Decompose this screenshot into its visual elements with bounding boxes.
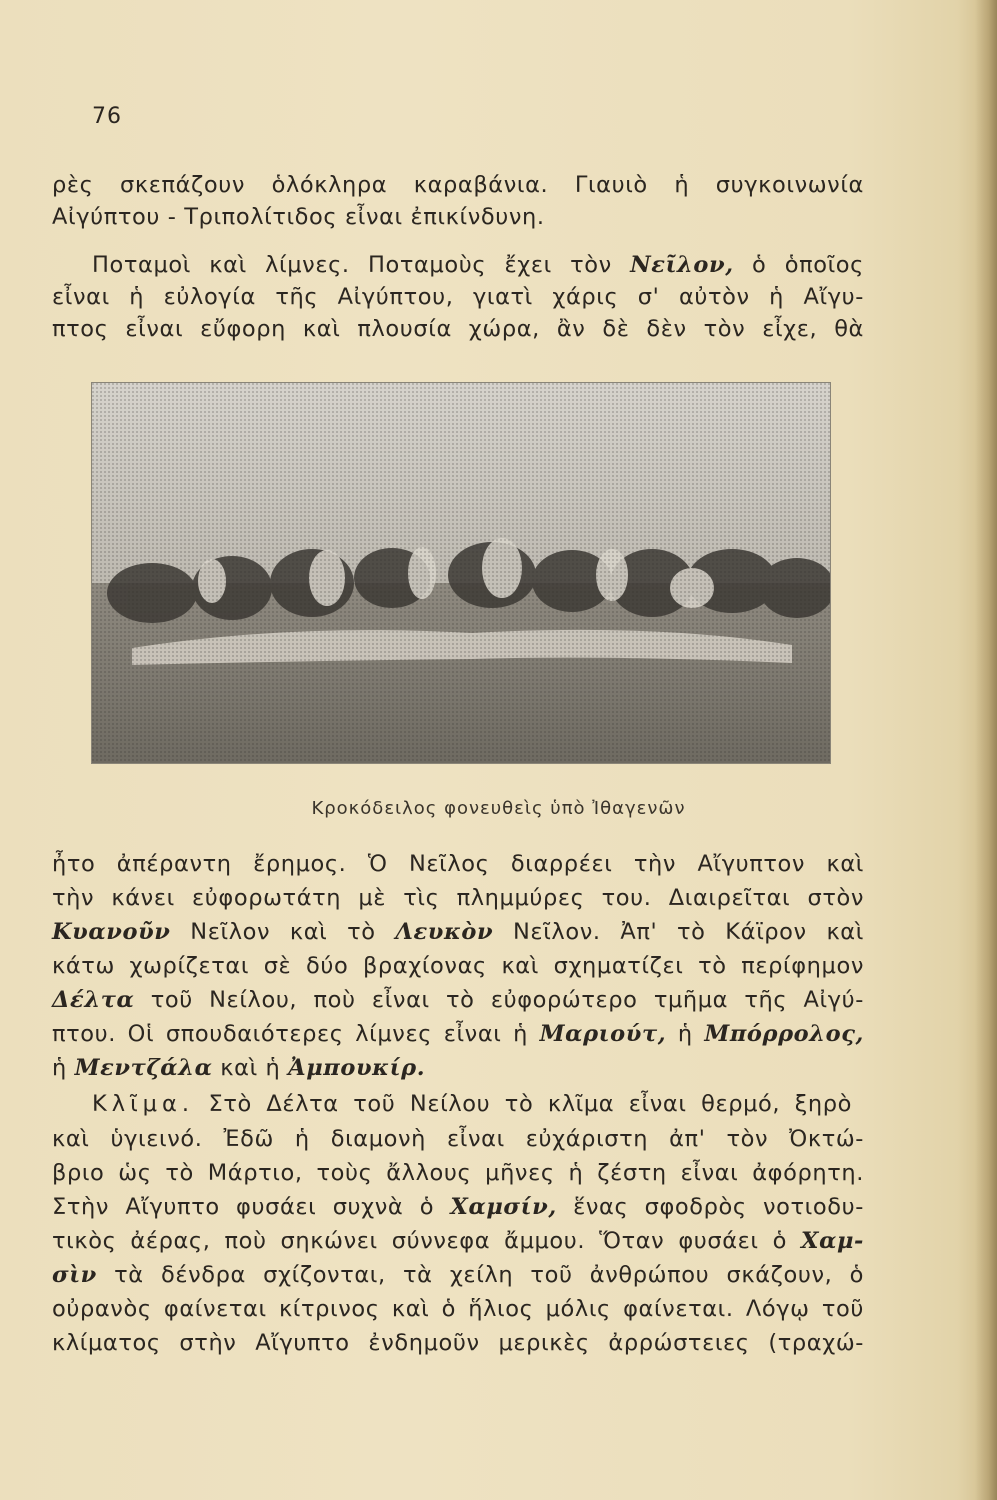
text-line: Κλῖμα. Στὸ Δέλτα τοῦ Νείλου τὸ κλῖμα εἶναι θερμό, ξηρὸ <box>92 1091 852 1117</box>
text-line: πτου. Οἱ σπουδαιότερες λίμνες εἶναι ἡ Μαριούτ, ἡ Μπόρρολος, <box>52 1021 864 1047</box>
text-line: ἡ Μεντζάλα καὶ ἡ Ἀμπουκίρ. <box>52 1055 426 1081</box>
emphasis: Δέλτα <box>52 987 135 1013</box>
emphasis: Χαμσίν, <box>450 1194 557 1220</box>
text-line: κλίματος στὴν Αἴγυπτο ἐνδημοῦν μερικὲς ἀρρώστειες (τραχώ- <box>52 1330 864 1356</box>
emphasis: Μαριούτ, <box>539 1021 667 1047</box>
text-line: Κυανοῦν Νεῖλον καὶ τὸ Λευκὸν Νεῖλον. Ἀπ' τὸ Κάϊρον καὶ <box>52 919 864 945</box>
text-line: καὶ ὑγιεινό. Ἐδῶ ἡ διαμονὴ εἶναι εὐχάριστη ἀπ' τὸν Ὀκτώ- <box>52 1126 864 1152</box>
text-line: Αἰγύπτου - Τριπολίτιδος εἶναι ἐπικίνδυνη. <box>52 204 545 230</box>
text-line: τικὸς ἀέρας, ποὺ σηκώνει σύννεφα ἄμμου. Ὅταν φυσάει ὁ Χαμ- <box>52 1228 864 1254</box>
text-line: σὶν τὰ δένδρα σχίζονται, τὰ χείλη τοῦ ἀνθρώπου σκάζουν, ὁ <box>52 1262 864 1288</box>
photo-illustration <box>92 383 830 763</box>
text-line: Ποταμοὶ καὶ λίμνες. Ποταμοὺς ἔχει τὸν Νεῖλον, ὁ ὁποῖος <box>92 252 864 278</box>
section-heading: Ποταμοὶ καὶ λίμνες. <box>92 252 350 278</box>
emphasis: σὶν <box>52 1262 97 1288</box>
emphasis: Νεῖλον, <box>630 252 734 278</box>
page-number: 76 <box>92 104 122 129</box>
emphasis: Χαμ- <box>801 1228 864 1254</box>
text-line: Δέλτα τοῦ Νείλου, ποὺ εἶναι τὸ εὐφορώτερο τμῆμα τῆς Αἰγύ- <box>52 987 864 1013</box>
emphasis: Κυανοῦν <box>52 919 171 945</box>
text-line: βριο ὡς τὸ Μάρτιο, τοὺς ἄλλους μῆνες ἡ ζέστη εἶναι ἀφόρητη. <box>52 1160 864 1186</box>
text-line: Στὴν Αἴγυπτο φυσάει συχνὰ ὁ Χαμσίν, ἕνας σφοδρὸς νοτιοδυ- <box>52 1194 864 1220</box>
text-line: τὴν κάνει εὐφορωτάτη μὲ τὶς πλημμύρες του. Διαιρεῖται στὸν <box>52 885 864 911</box>
emphasis: Λευκὸν <box>395 919 494 945</box>
emphasis: Ἀμπουκίρ. <box>288 1055 426 1081</box>
text-line: ἦτο ἀπέραντη ἔρημος. Ὁ Νεῖλος διαρρέει τὴν Αἴγυπτον καὶ <box>52 851 864 877</box>
text-line: ρὲς σκεπάζουν ὁλόκληρα καραβάνια. Γιαυιὸ ἡ συγκοινωνία <box>52 172 864 198</box>
emphasis: Μπόρρολος, <box>704 1021 864 1047</box>
photo-figure <box>92 383 830 763</box>
text-line: κάτω χωρίζεται σὲ δύο βραχίονας καὶ σχηματίζει τὸ περίφημον <box>52 953 864 979</box>
section-heading: Κλῖμα. <box>92 1091 194 1117</box>
text-line: εἶναι ἡ εὐλογία τῆς Αἰγύπτου, γιατὶ χάρις σ' αὐτὸν ἡ Αἴγυ- <box>52 284 864 310</box>
page-edge-shadow <box>975 0 997 1500</box>
figure-caption: Κροκόδειλος φονευθεὶς ὑπὸ Ἰθαγενῶν <box>311 798 686 819</box>
text-line: οὐρανὸς φαίνεται κίτρινος καὶ ὁ ἥλιος μόλις φαίνεται. Λόγῳ τοῦ <box>52 1296 864 1322</box>
emphasis: Μεντζάλα <box>74 1055 213 1081</box>
text-line: πτος εἶναι εὔφορη καὶ πλουσία χώρα, ἂν δὲ δὲν τὸν εἶχε, θὰ <box>52 316 864 342</box>
